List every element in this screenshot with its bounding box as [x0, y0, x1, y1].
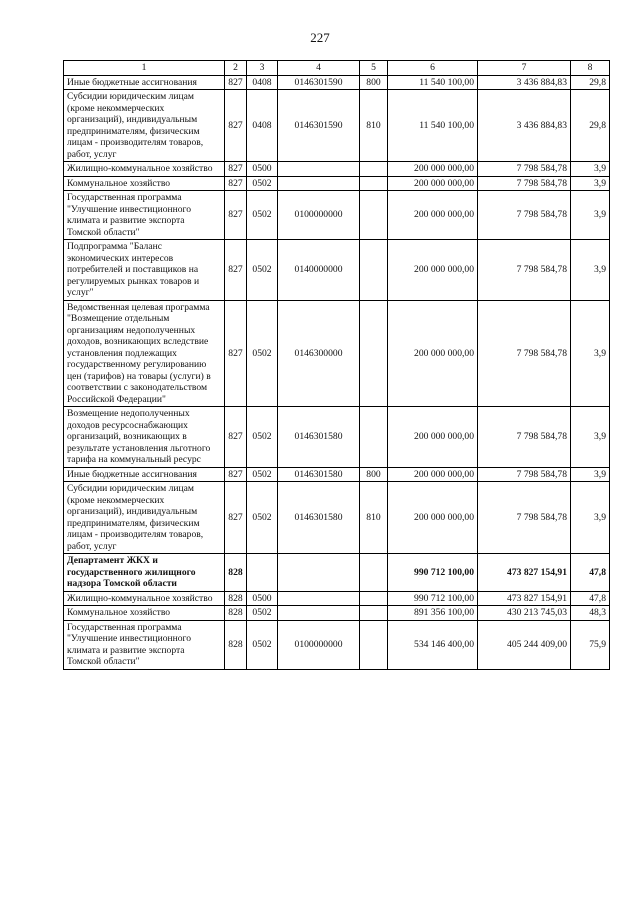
row-actual-amount: 473 827 154,91 [478, 591, 571, 606]
row-plan-amount: 891 356 100,00 [388, 606, 478, 621]
row-expense-type: 800 [360, 75, 388, 90]
table-row [64, 620, 610, 669]
row-plan-amount: 200 000 000,00 [388, 176, 478, 191]
row-expense-type [360, 300, 388, 407]
row-expense-type [360, 176, 388, 191]
row-section-code: 0408 [247, 90, 278, 162]
row-actual-amount: 3 436 884,83 [478, 90, 571, 162]
row-plan-amount: 200 000 000,00 [388, 240, 478, 301]
row-percent: 3,9 [571, 191, 610, 240]
row-expense-type [360, 554, 388, 592]
row-actual-amount: 405 244 409,00 [478, 620, 571, 669]
row-name: Государственная программа "Улучшение инвестиционного климата и развитие экспорта Томской области" [64, 620, 225, 669]
row-name: Департамент ЖКХ и государственного жилищного надзора Томской области [64, 554, 225, 592]
row-percent: 3,9 [571, 467, 610, 482]
row-section-code: 0502 [247, 467, 278, 482]
row-ved-code: 827 [225, 176, 247, 191]
row-target-code: 0146300000 [278, 300, 360, 407]
row-name: Возмещение недополученных доходов ресурсоснабжающих организаций, возникающих в результате установления льготного тарифа на коммунальный ресурс [64, 407, 225, 468]
row-actual-amount: 7 798 584,78 [478, 240, 571, 301]
row-percent: 3,9 [571, 300, 610, 407]
row-ved-code: 827 [225, 240, 247, 301]
row-percent: 3,9 [571, 240, 610, 301]
row-actual-amount: 7 798 584,78 [478, 482, 571, 554]
row-percent: 75,9 [571, 620, 610, 669]
table-row [64, 162, 610, 177]
row-actual-amount: 473 827 154,91 [478, 554, 571, 592]
row-target-code: 0140000000 [278, 240, 360, 301]
row-name: Коммунальное хозяйство [64, 606, 225, 621]
row-plan-amount: 990 712 100,00 [388, 554, 478, 592]
row-name: Жилищно-коммунальное хозяйство [64, 162, 225, 177]
row-percent: 3,9 [571, 407, 610, 468]
row-plan-amount: 534 146 400,00 [388, 620, 478, 669]
table-row [64, 467, 610, 482]
row-expense-type [360, 591, 388, 606]
table-row [64, 482, 610, 554]
budget-table [63, 60, 610, 670]
page-number: 227 [310, 30, 330, 45]
row-section-code: 0502 [247, 191, 278, 240]
row-plan-amount: 200 000 000,00 [388, 162, 478, 177]
row-plan-amount: 200 000 000,00 [388, 300, 478, 407]
row-name: Ведомственная целевая программа "Возмещение отдельным организациям недополученных доходов, возникающих вследствие установления подлежащих государственному регулированию цен (тарифов) на товары (услуги) в соответствии с законодательством Российской Федерации" [64, 300, 225, 407]
row-target-code: 0146301590 [278, 90, 360, 162]
row-ved-code: 827 [225, 407, 247, 468]
table-row [64, 300, 610, 407]
row-target-code [278, 554, 360, 592]
table-row [64, 90, 610, 162]
row-section-code [247, 554, 278, 592]
row-expense-type [360, 162, 388, 177]
table-row [64, 407, 610, 468]
row-ved-code: 828 [225, 606, 247, 621]
row-expense-type: 800 [360, 467, 388, 482]
row-expense-type: 810 [360, 482, 388, 554]
row-section-code: 0502 [247, 300, 278, 407]
row-actual-amount: 7 798 584,78 [478, 191, 571, 240]
column-header: 2 [225, 61, 247, 76]
column-header: 5 [360, 61, 388, 76]
row-plan-amount: 990 712 100,00 [388, 591, 478, 606]
row-name: Иные бюджетные ассигнования [64, 467, 225, 482]
table-row [64, 176, 610, 191]
row-plan-amount: 11 540 100,00 [388, 90, 478, 162]
row-expense-type [360, 606, 388, 621]
row-section-code: 0500 [247, 162, 278, 177]
row-actual-amount: 430 213 745,03 [478, 606, 571, 621]
row-percent: 48,3 [571, 606, 610, 621]
table-body [64, 75, 610, 669]
row-expense-type [360, 191, 388, 240]
row-ved-code: 828 [225, 591, 247, 606]
row-percent: 29,8 [571, 90, 610, 162]
row-target-code: 0146301590 [278, 75, 360, 90]
row-name: Субсидии юридическим лицам (кроме некоммерческих организаций), индивидуальным предпринимателям, физическим лицам - производителям товаров, работ, услуг [64, 482, 225, 554]
row-plan-amount: 200 000 000,00 [388, 407, 478, 468]
row-section-code: 0408 [247, 75, 278, 90]
row-ved-code: 827 [225, 467, 247, 482]
row-target-code: 0146301580 [278, 407, 360, 468]
row-target-code: 0100000000 [278, 620, 360, 669]
row-expense-type [360, 407, 388, 468]
row-section-code: 0502 [247, 407, 278, 468]
column-header: 6 [388, 61, 478, 76]
row-ved-code: 828 [225, 620, 247, 669]
row-actual-amount: 7 798 584,78 [478, 300, 571, 407]
row-section-code: 0500 [247, 591, 278, 606]
row-target-code [278, 176, 360, 191]
row-actual-amount: 7 798 584,78 [478, 407, 571, 468]
column-header: 4 [278, 61, 360, 76]
row-plan-amount: 200 000 000,00 [388, 482, 478, 554]
row-target-code: 0100000000 [278, 191, 360, 240]
row-percent: 47,8 [571, 554, 610, 592]
row-expense-type [360, 620, 388, 669]
row-ved-code: 827 [225, 300, 247, 407]
row-ved-code: 827 [225, 191, 247, 240]
row-actual-amount: 7 798 584,78 [478, 467, 571, 482]
row-section-code: 0502 [247, 176, 278, 191]
table-row [64, 591, 610, 606]
row-ved-code: 827 [225, 482, 247, 554]
row-name: Субсидии юридическим лицам (кроме некоммерческих организаций), индивидуальным предпринимателям, физическим лицам - производителям товаров, работ, услуг [64, 90, 225, 162]
table-row [64, 75, 610, 90]
row-plan-amount: 11 540 100,00 [388, 75, 478, 90]
row-target-code [278, 591, 360, 606]
table-row [64, 606, 610, 621]
row-actual-amount: 3 436 884,83 [478, 75, 571, 90]
table-row [64, 240, 610, 301]
column-header: 7 [478, 61, 571, 76]
table-row [64, 191, 610, 240]
row-name: Государственная программа "Улучшение инвестиционного климата и развитие экспорта Томской области" [64, 191, 225, 240]
row-ved-code: 828 [225, 554, 247, 592]
row-percent: 3,9 [571, 162, 610, 177]
row-expense-type: 810 [360, 90, 388, 162]
column-header: 3 [247, 61, 278, 76]
row-name: Коммунальное хозяйство [64, 176, 225, 191]
row-target-code: 0146301580 [278, 482, 360, 554]
row-name: Иные бюджетные ассигнования [64, 75, 225, 90]
row-percent: 47,8 [571, 591, 610, 606]
row-section-code: 0502 [247, 620, 278, 669]
row-section-code: 0502 [247, 240, 278, 301]
column-header: 8 [571, 61, 610, 76]
row-actual-amount: 7 798 584,78 [478, 162, 571, 177]
table-row [64, 554, 610, 592]
row-section-code: 0502 [247, 482, 278, 554]
row-percent: 3,9 [571, 482, 610, 554]
row-ved-code: 827 [225, 75, 247, 90]
column-header: 1 [64, 61, 225, 76]
row-name: Подпрограмма "Баланс экономических интересов потребителей и поставщиков на регулируемых рынках товаров и услуг" [64, 240, 225, 301]
header-row [64, 61, 610, 76]
row-ved-code: 827 [225, 90, 247, 162]
row-percent: 3,9 [571, 176, 610, 191]
row-section-code: 0502 [247, 606, 278, 621]
row-target-code: 0146301580 [278, 467, 360, 482]
row-plan-amount: 200 000 000,00 [388, 191, 478, 240]
row-percent: 29,8 [571, 75, 610, 90]
row-expense-type [360, 240, 388, 301]
row-name: Жилищно-коммунальное хозяйство [64, 591, 225, 606]
row-actual-amount: 7 798 584,78 [478, 176, 571, 191]
row-target-code [278, 162, 360, 177]
row-target-code [278, 606, 360, 621]
row-plan-amount: 200 000 000,00 [388, 467, 478, 482]
row-ved-code: 827 [225, 162, 247, 177]
